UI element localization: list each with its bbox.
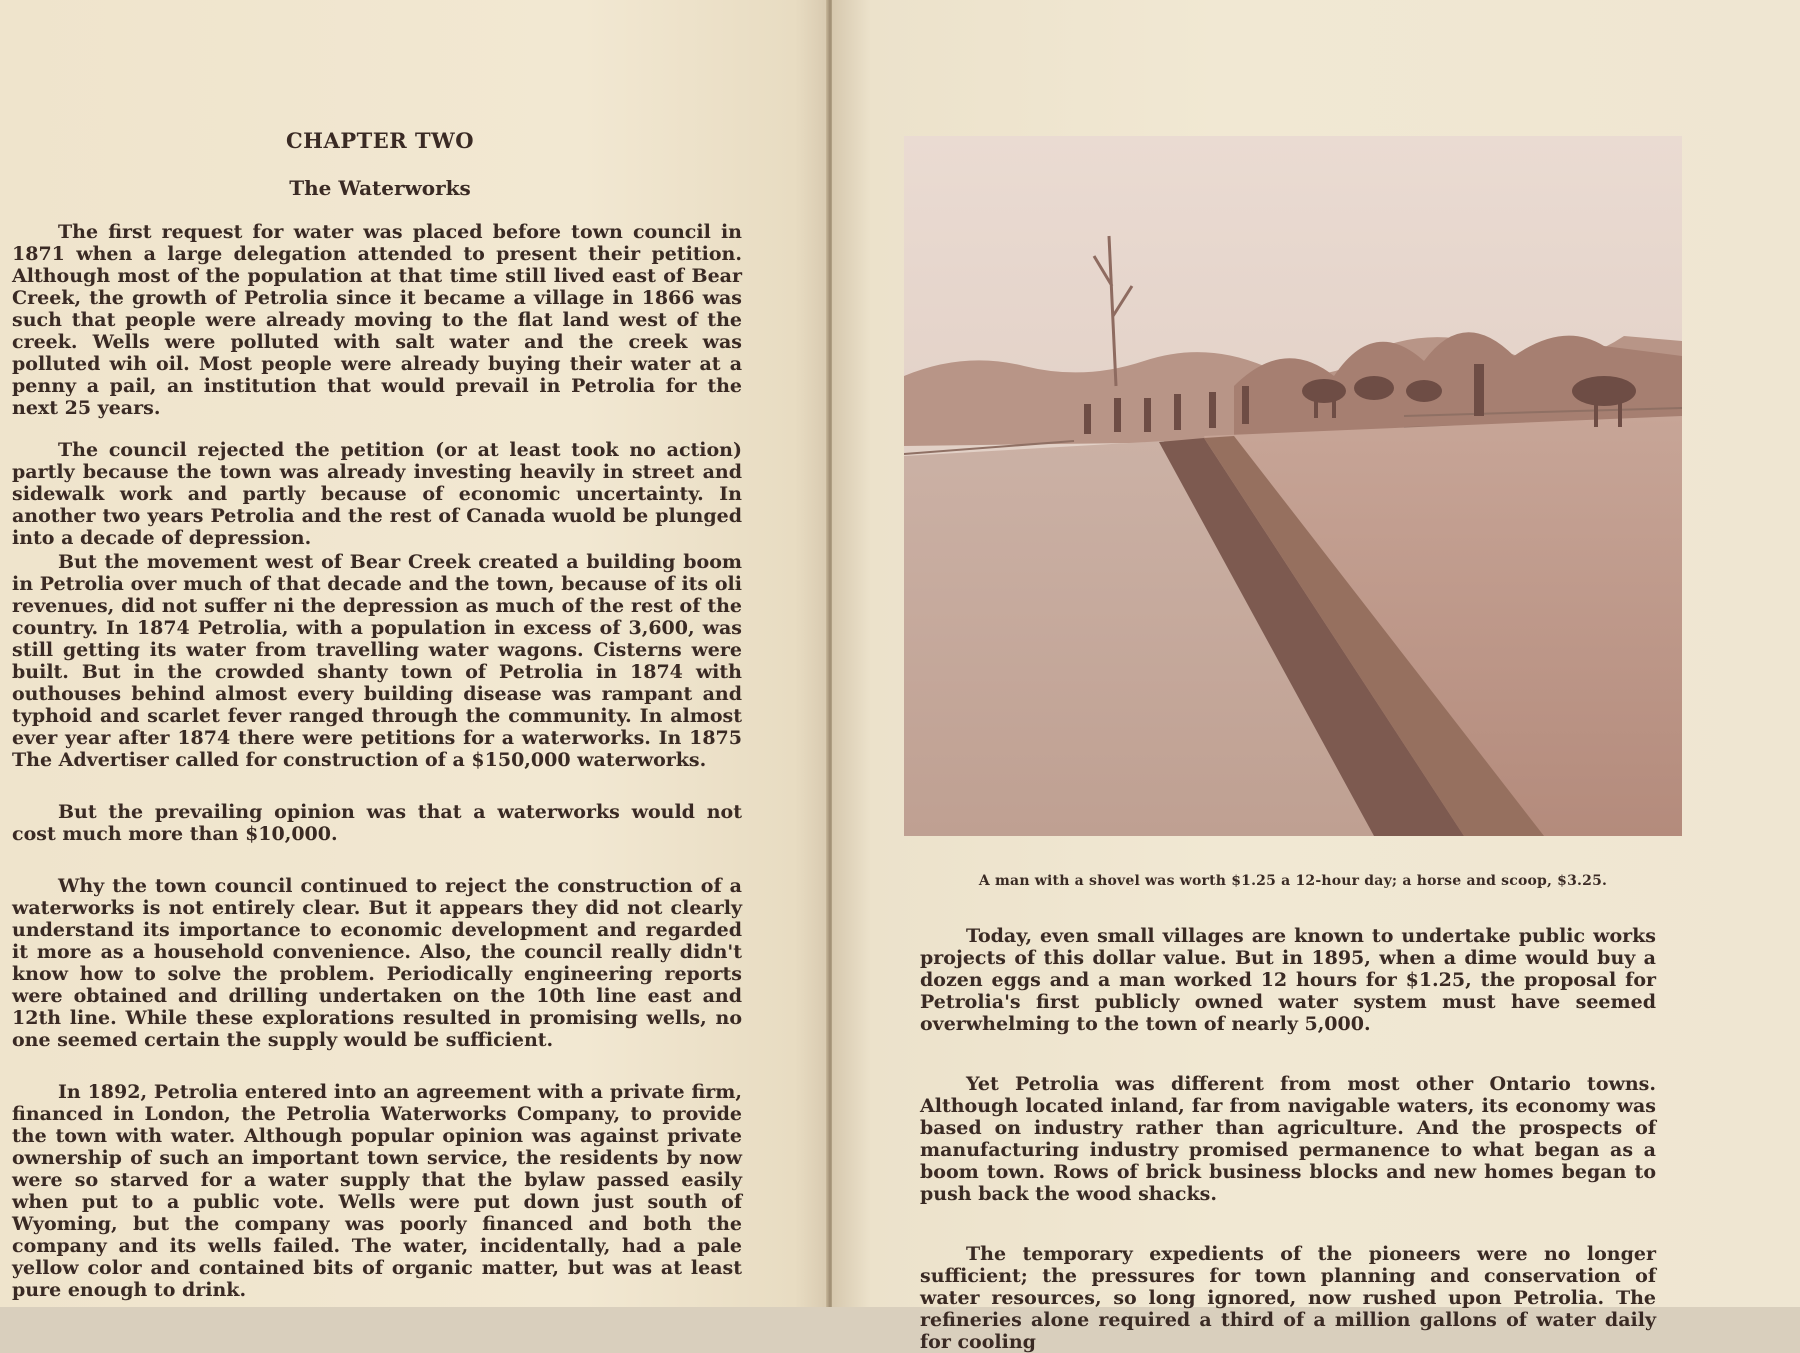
paragraph: In 1892, Petrolia entered into an agreement with a private firm, financed in London, the Petrolia Waterworks Company, to provide the town with water. Although popular opinion was against private ownership of such an important town service, the residents by now were so starved for a water supply that the bylaw passed easily when put to a public vote. Wells were put down just south of Wyoming, but the company was poorly financed and both the company and its wells failed. The water, incidentally, had a pale yellow color and contained bits of organic matter, but was at least pure enough to drink.: [12, 1081, 742, 1301]
trench-photo-illustration: [904, 136, 1682, 836]
paragraph: The council rejected the petition (or at least took no action) partly because the town was already investing heavily in street and sidewalk work and partly because of economic uncertainty. In another two years Petrolia and the rest of Canada wuold be plunged into a decade of depression.: [12, 439, 742, 549]
paragraph: The temporary expedients of the pioneers were no longer sufficient; the pressures for town planning and conservation of water resources, so long ignored, now rushed upon Petrolia. The refineries alone required a third of a million gallons of water daily for cooling: [920, 1243, 1656, 1353]
left-text-column: [12, 221, 742, 1301]
paragraph: Why the town council continued to reject the construction of a waterworks is not entirely clear. But it appears they did not clearly understand its importance to economic development and regarded it more as a household convenience. Also, the council really didn't know how to solve the problem. Periodically engineering reports were obtained and drilling undertaken on the 10th line east and 12th line. While these explorations resulted in promising wells, no one seemed certain the supply would be sufficient.: [12, 875, 742, 1051]
photo-caption: A man with a shovel was worth $1.25 a 12-hour day; a horse and scoop, $3.25.: [978, 873, 1608, 889]
section-title: The Waterworks: [289, 176, 471, 200]
chapter-heading: CHAPTER TWO: [285, 128, 475, 153]
paragraph: But the prevailing opinion was that a waterworks would not cost much more than $10,000.: [12, 801, 742, 845]
paragraph: But the movement west of Bear Creek created a building boom in Petrolia over much of that decade and the town, because of its oli revenues, did not suffer ni the depression as much of the rest of the country. In 1874 Petrolia, with a population in excess of 3,600, was still getting its water from travelling water wagons. Cisterns were built. But in the crowded shanty town of Petrolia in 1874 with outhouses behind almost every building disease was rampant and typhoid and scarlet fever ranged through the community. In almost ever year after 1874 there were petitions for a waterworks. In 1875 The Advertiser called for construction of a $150,000 waterworks.: [12, 551, 742, 771]
paragraph: Today, even small villages are known to undertake public works projects of this dollar value. But in 1895, when a dime would buy a dozen eggs and a man worked 12 hours for $1.25, the proposal for Petrolia's first publicly owned water system must have seemed overwhelming to the town of nearly 5,000.: [920, 925, 1656, 1035]
right-text-column: [920, 925, 1656, 1353]
left-page: [0, 0, 828, 1307]
paragraph: The first request for water was placed before town council in 1871 when a large delegation attended to present their petition. Although most of the population at that time still lived east of Bear Creek, the growth of Petrolia since it became a village in 1866 was such that people were already moving to the flat land west of the creek. Wells were polluted with salt water and the creek was polluted wih oil. Most people were already buying their water at a penny a pail, an institution that would prevail in Petrolia for the next 25 years.: [12, 221, 742, 419]
paragraph: Yet Petrolia was different from most other Ontario towns. Although located inland, far from navigable waters, its economy was based on industry rather than agriculture. And the prospects of manufacturing industry promised permanence to what began as a boom town. Rows of brick business blocks and new homes began to push back the wood shacks.: [920, 1073, 1656, 1205]
trench-photograph: [904, 136, 1682, 836]
